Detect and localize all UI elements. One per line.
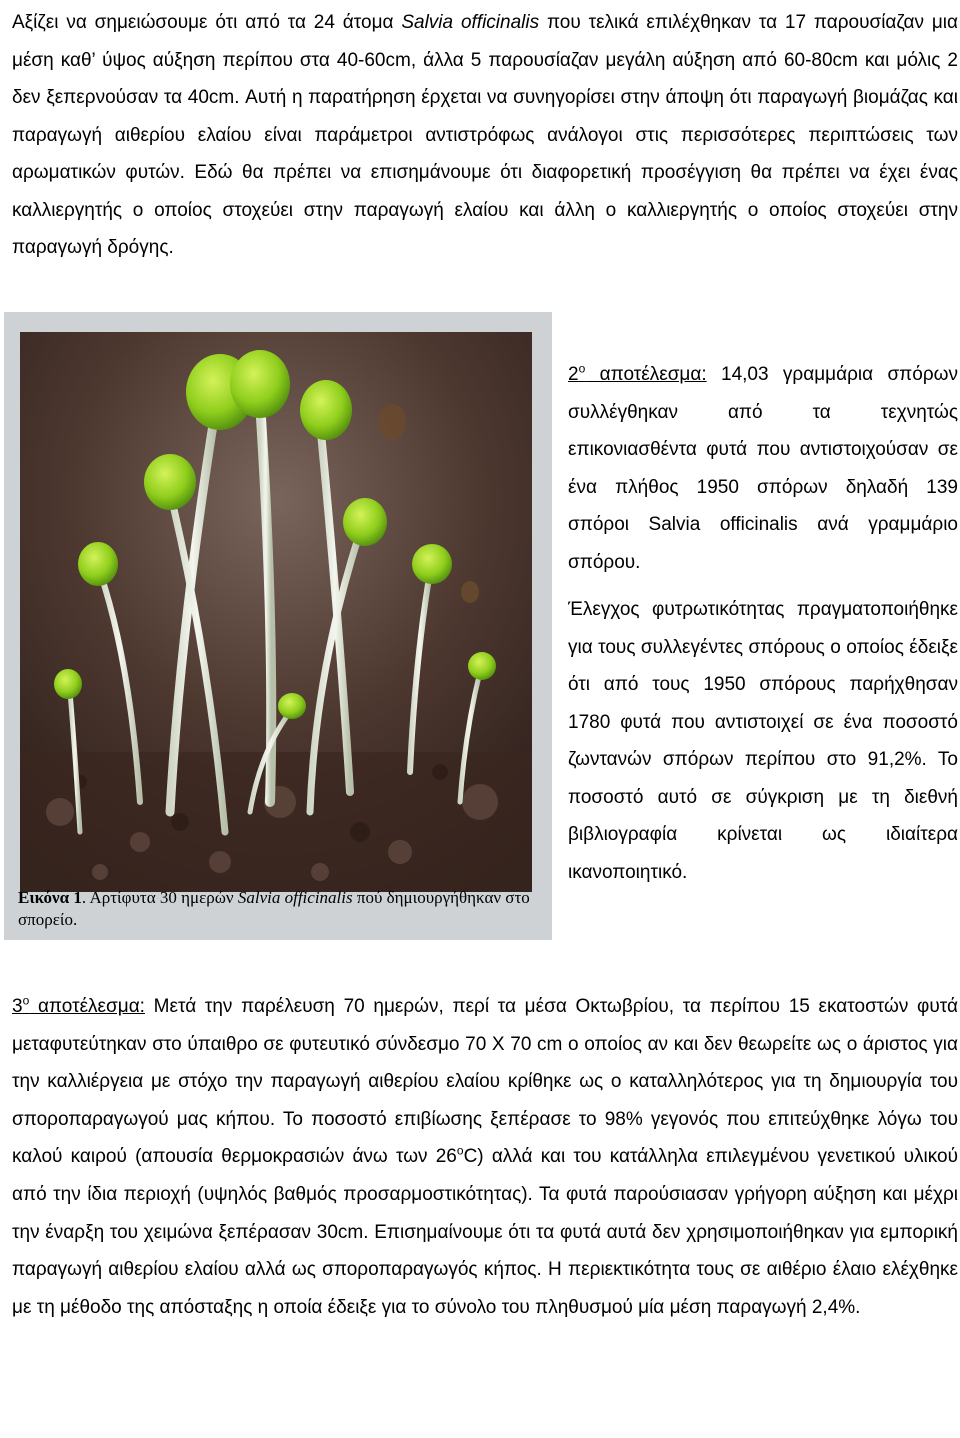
caption-text-end: πού δημιουργήθηκαν στο σπορείο.: [18, 888, 530, 929]
result-2-column: [568, 356, 958, 891]
intro-text-end: που τελικά επιλέχθηκαν τα 17 παρουσίαζαν μια μέση καθ’ ύψος αύξηση περίπου στα 40-60cm, άλλα 5 παρουσίαζαν μεγάλη αύξηση από 60-80cm και μόλις 2 δεν ξεπερνούσαν τα 40cm. Αυτή η παρατήρηση έρχεται να συνηγορίσει στην άποψη ότι παραγωγή βιομάζας και παραγωγή αιθερίου ελαίου είναι παράμετροι αντιστρόφως ανάλογοι στις περισσότερες περιπτώσεις των αρωματικών φυτών. Εδώ θα πρέπει να επισημάνουμε ότι διαφορετική προσέγγιση θα πρέπει να έχει ένας καλλιεργητής ο οποίος στοχεύει στην παραγωγή ελαίου και άλλη ο καλλιεργητής ο οποίος στοχεύει στην παραγωγή δρόγης.: [12, 12, 959, 258]
result-2-text: 14,03 γραμμάρια σπόρων συλλέγθηκαν από τα τεχνητώς επικονιασθέντα φυτά που αντιστοιχούσαν σε ένα πλήθος 1950 σπόρων δηλαδή 139 σπόροι Salvia officinalis ανά γραμμάριο σπόρου.: [568, 364, 958, 573]
result-3-text-start: Μετά την παρέλευση 70 ημερών, περί τα μέσα Οκτωβρίου, τα περίπου 15 εκατοστών φυτά μεταφυτεύτηκαν στο ύπαιθρο σε φυτευτικό σύνδεσμο 70 Χ 70 cm ο οποίος αν και δεν θεωρείτε ως ο άριστος για την καλλιέργεια με στόχο την παραγωγή αιθερίου ελαίου κρίθηκε ως ο καταλληλότερος για τη δημιουργία του σποροπαραγωγού μας κήπου. Το ποσοστό επιβίωσης ξεπέρασε το 98% γεγονός που επιτεύχθηκε λόγω του καλού καιρού (απουσία θερμοκρασιών άνω των 26: [12, 996, 958, 1168]
germination-paragraph: Έλεγχος φυτρωτικότητας πραγματοποιήθηκε για τους συλλεγέντες σπόρους ο οποίος έδειξε ότι από τους 1950 σπόρους παρήχθησαν 1780 φυτά που αντιστοιχεί σε ένα ποσοστό ζωντανών σπόρων περίπου στο 91,2%. Το ποσοστό αυτό σε σύγκριση με τη διεθνή βιβλιογραφία κρίνεται ως ιδιαίτερα ικανοποιητικό.: [568, 599, 958, 883]
result-2-heading: $2^o$ αποτέλεσμα:: [568, 361, 707, 385]
seedlings-photo: [20, 332, 532, 892]
caption-text-start: . Αρτίφυτα 30 ημερών: [81, 888, 238, 907]
intro-text-start: Αξίζει να σημειώσουμε ότι από τα 24 άτομα: [12, 12, 402, 33]
caption-species: Salvia officinalis: [237, 888, 353, 907]
result-3-text-end: C) αλλά και του κατάλληλα επιλεγμένου γενετικού υλικού από την ίδια περιοχή (υψηλός βαθμός προσαρμοστικότητας). Τα φυτά παρούσιασαν γρήγορη αύξηση και μέχρι την έναρξη του χειμώνα ξεπέρασαν 30cm. Επισημαίνουμε ότι τα φυτά αυτά δεν χρησιμοποιήθηκαν για εμπορική παραγωγή αιθερίου ελαίου αλλά ως σποροπαραγωγός κήπος. Η περιεκτικότητα τους σε αιθέριο έλαιο ελέχθηκε με τη μέθοδο της απόσταξης η οποία έδειξε για το σύνολο του πληθυσμού μία μέση παραγωγή 2,4%.: [12, 1146, 958, 1318]
figure-1: [4, 312, 552, 940]
figure-caption: [18, 887, 538, 931]
intro-paragraph: [12, 4, 958, 267]
species-name: Salvia officinalis: [401, 12, 540, 33]
result-3-heading: $3^o$ αποτέλεσμα:: [12, 993, 145, 1017]
result-3-paragraph: [12, 988, 958, 1326]
result-2-paragraph: [568, 356, 958, 581]
caption-label: Εικόνα 1: [18, 888, 82, 907]
seedlings-photo-icon: [20, 332, 532, 892]
degree-sign: o: [456, 1144, 464, 1159]
